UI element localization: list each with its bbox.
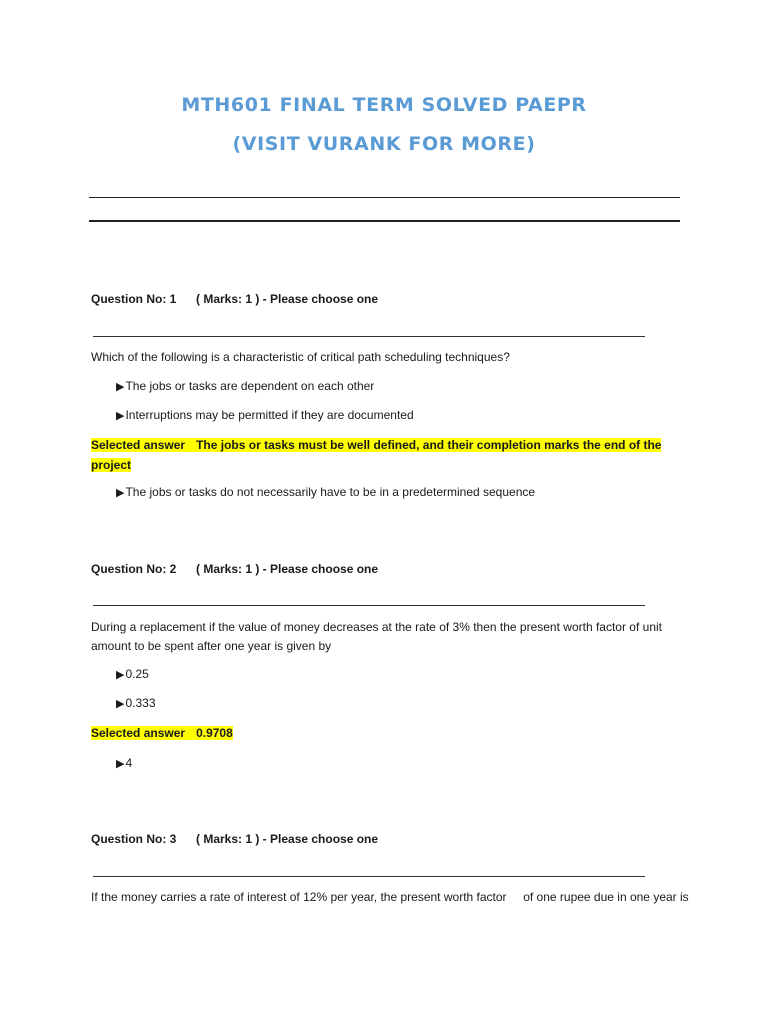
option-label: Interruptions may be permitted if they are documented bbox=[125, 408, 414, 422]
question-3-text: If the money carries a rate of interest of 12% per year, the present worth factor of one rupee due in one year is bbox=[91, 890, 689, 904]
question-marks: ( Marks: 1 ) - Please choose one bbox=[196, 292, 379, 306]
question-divider bbox=[93, 336, 645, 337]
question-marks: ( Marks: 1 ) - Please choose one bbox=[196, 562, 379, 576]
option-label: 4 bbox=[125, 756, 133, 770]
selected-answer-value: 0.9708 bbox=[196, 726, 233, 740]
option-label: 0.25 bbox=[125, 667, 149, 681]
header-divider-thin bbox=[89, 197, 680, 198]
question-1-text: Which of the following is a characteristic of critical path scheduling techniques? bbox=[91, 350, 510, 364]
right-pointing-triangle-icon: ▶ bbox=[116, 669, 125, 681]
right-pointing-triangle-icon: ▶ bbox=[116, 487, 125, 499]
question-1-option[interactable] bbox=[116, 483, 535, 503]
option-label: 0.333 bbox=[125, 696, 156, 710]
selected-answer-label: Selected answer bbox=[91, 438, 186, 452]
right-pointing-triangle-icon: ▶ bbox=[116, 758, 125, 770]
selected-answer-label: Selected answer bbox=[91, 726, 186, 740]
selected-answer-value: The jobs or tasks must be well defined, and their completion marks the end of the project bbox=[91, 438, 662, 472]
question-number: Question No: 3 bbox=[91, 832, 177, 846]
header-divider-thick bbox=[89, 220, 680, 222]
question-2-header bbox=[91, 562, 379, 576]
question-1-header bbox=[91, 292, 379, 306]
question-2-option[interactable] bbox=[116, 754, 132, 774]
right-pointing-triangle-icon: ▶ bbox=[116, 698, 125, 710]
question-2-text: During a replacement if the value of money decreases at the rate of 3% then the present worth factor of unit amount to be spent after one year is given by bbox=[91, 620, 662, 653]
question-2-option[interactable] bbox=[116, 665, 149, 685]
question-2-selected-answer bbox=[91, 723, 671, 743]
option-label: The jobs or tasks are dependent on each other bbox=[125, 379, 375, 393]
right-pointing-triangle-icon: ▶ bbox=[116, 381, 125, 393]
question-3-header bbox=[91, 832, 379, 846]
page-title: MTH601 FINAL TERM SOLVED PAEPR bbox=[181, 94, 587, 116]
question-marks: ( Marks: 1 ) - Please choose one bbox=[196, 832, 379, 846]
question-number: Question No: 2 bbox=[91, 562, 177, 576]
right-pointing-triangle-icon: ▶ bbox=[116, 410, 125, 422]
question-number: Question No: 1 bbox=[91, 292, 177, 306]
option-label: The jobs or tasks do not necessarily have to be in a predetermined sequence bbox=[125, 485, 536, 499]
question-1-option[interactable] bbox=[116, 406, 414, 426]
question-divider bbox=[93, 605, 645, 606]
question-divider bbox=[93, 876, 645, 877]
question-1-option[interactable] bbox=[116, 377, 374, 397]
page-subtitle: (VISIT VURANK FOR MORE) bbox=[232, 133, 536, 155]
question-1-selected-answer bbox=[91, 435, 671, 475]
question-2-option[interactable] bbox=[116, 694, 156, 714]
